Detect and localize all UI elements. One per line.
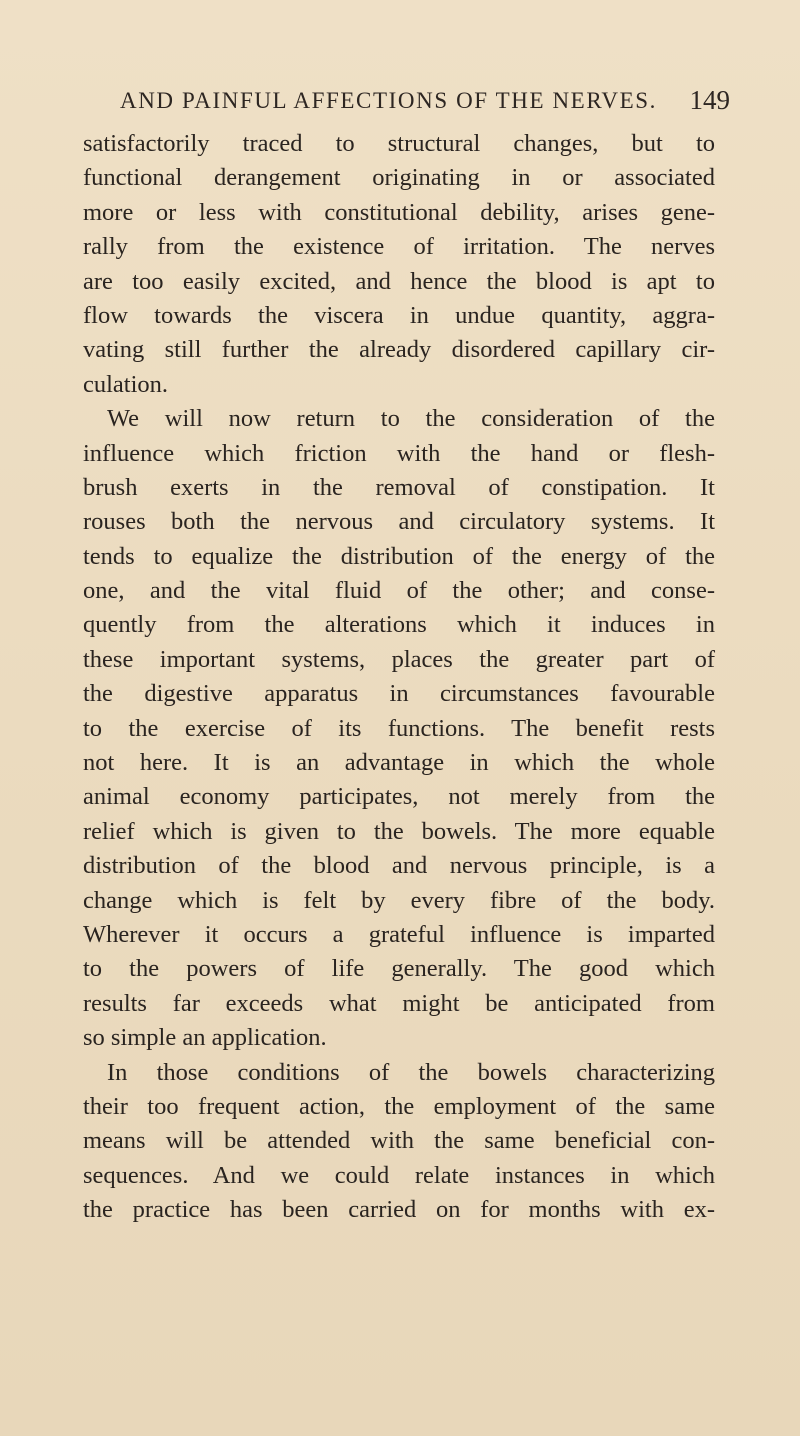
text-line: are too easily excited, and hence the blood is apt to bbox=[83, 267, 715, 295]
running-title: AND PAINFUL AFFECTIONS OF THE NERVES. bbox=[120, 88, 658, 113]
text-line: In those conditions of the bowels characterizing bbox=[107, 1058, 715, 1086]
text-line: the practice has been carried on for months with ex- bbox=[83, 1196, 715, 1224]
text-line: sequences. And we could relate instances in which bbox=[83, 1161, 715, 1189]
text-line: satisfactorily traced to structural changes, but to bbox=[83, 130, 715, 157]
text-line: flow towards the viscera in undue quantity, aggra- bbox=[83, 301, 715, 329]
page-number: 149 bbox=[689, 85, 730, 115]
text-line: animal economy participates, not merely from the bbox=[83, 783, 715, 811]
text-line: distribution of the blood and nervous principle, is a bbox=[83, 852, 715, 880]
body-text bbox=[83, 127, 715, 1228]
text-line: change which is felt by every fibre of the body. bbox=[83, 886, 715, 914]
text-line: means will be attended with the same beneficial con- bbox=[83, 1127, 715, 1155]
text-line: their too frequent action, the employment of the same bbox=[83, 1092, 715, 1120]
text-line: Wherever it occurs a grateful influence is imparted bbox=[83, 920, 715, 948]
text-line: culation. bbox=[83, 370, 169, 398]
text-line: influence which friction with the hand or flesh- bbox=[83, 439, 715, 467]
text-line: rouses both the nervous and circulatory systems. It bbox=[83, 508, 715, 536]
text-line: functional derangement originating in or associated bbox=[83, 164, 715, 192]
text-line: one, and the vital fluid of the other; and conse- bbox=[83, 577, 715, 605]
text-line: to the powers of life generally. The good which bbox=[83, 955, 715, 983]
page-header bbox=[120, 85, 730, 118]
text-line: the digestive apparatus in circumstances favourable bbox=[83, 680, 715, 708]
text-line: tends to equalize the distribution of the energy of the bbox=[83, 542, 715, 570]
text-line: brush exerts in the removal of constipation. It bbox=[83, 473, 715, 501]
text-line: quently from the alterations which it induces in bbox=[83, 611, 715, 639]
text-line: more or less with constitutional debility, arises gene- bbox=[83, 198, 715, 226]
text-line: We will now return to the consideration of the bbox=[107, 405, 715, 433]
text-line: these important systems, places the greater part of bbox=[83, 645, 715, 673]
text-line: relief which is given to the bowels. The more equable bbox=[83, 817, 715, 845]
text-line: so simple an application. bbox=[83, 1024, 327, 1052]
text-line: rally from the existence of irritation. The nerves bbox=[83, 233, 715, 261]
text-line: results far exceeds what might be anticipated from bbox=[83, 989, 715, 1017]
text-line: to the exercise of its functions. The benefit rests bbox=[83, 714, 715, 742]
text-line: vating still further the already disordered capillary cir- bbox=[83, 336, 715, 364]
text-line: not here. It is an advantage in which the whole bbox=[83, 749, 715, 777]
